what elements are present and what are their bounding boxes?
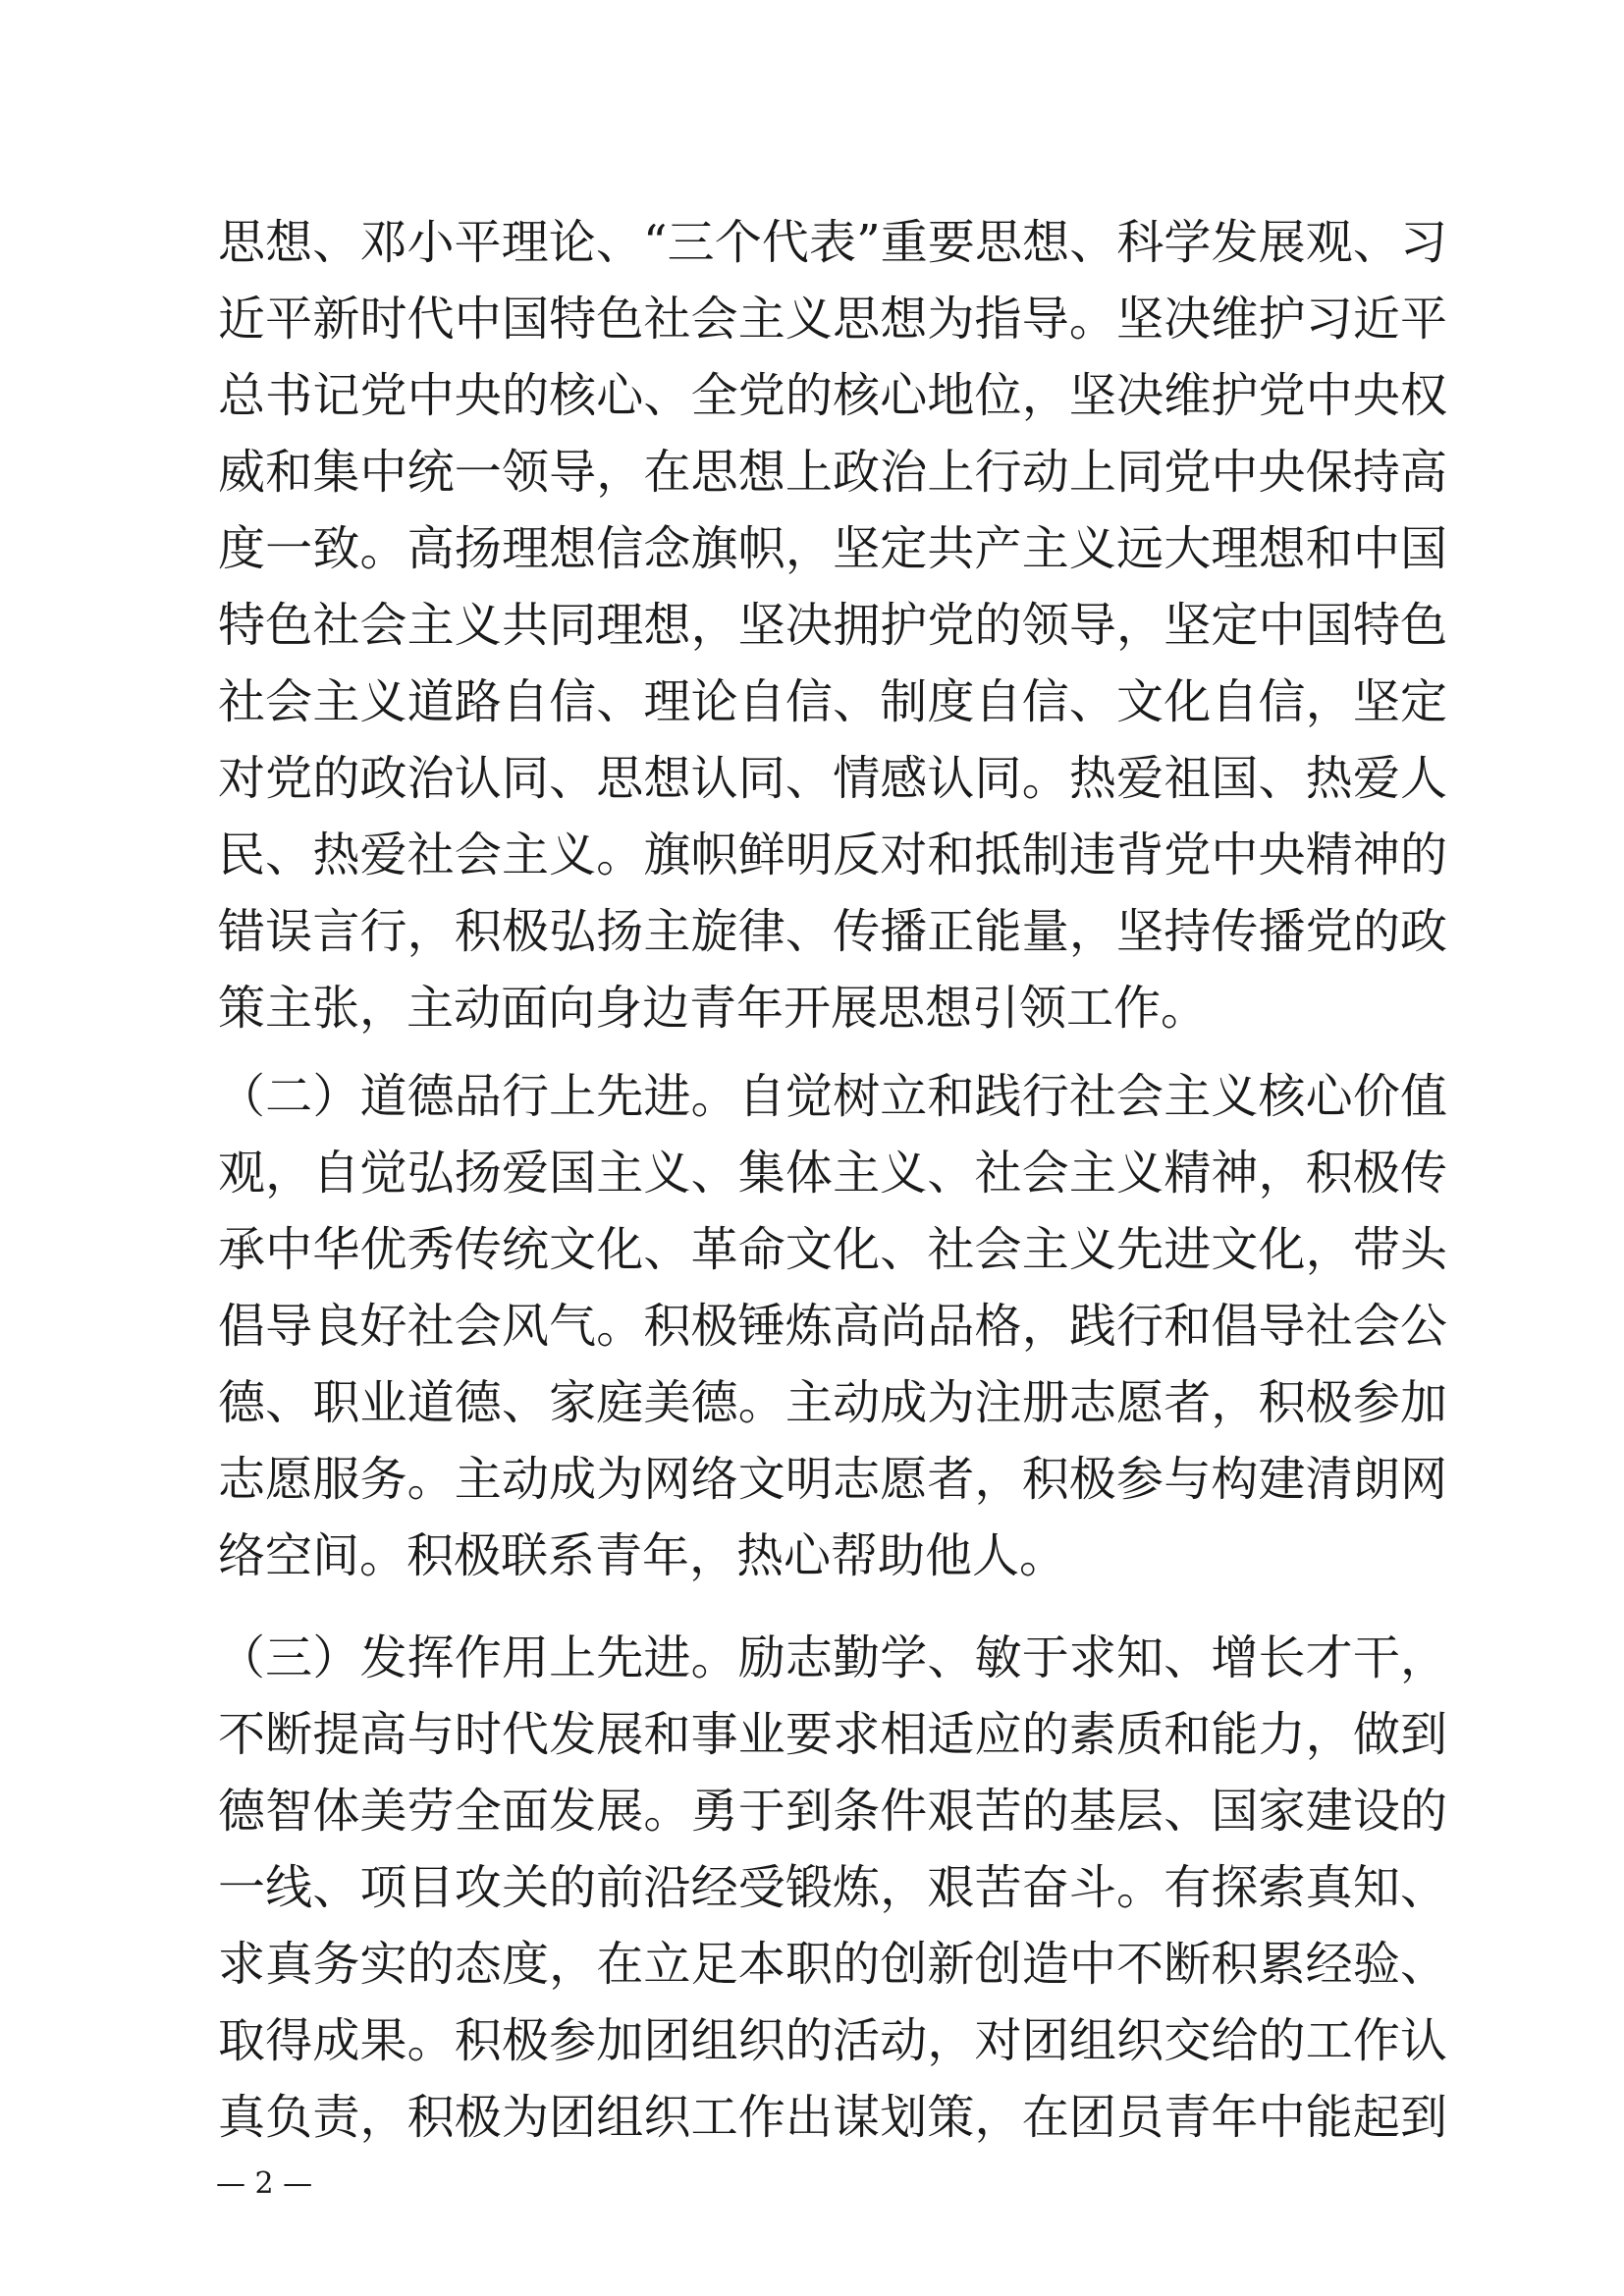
paragraph-2 — [218, 1058, 1447, 1594]
text-line: 真负责，积极为团组织工作出谋划策，在团员青年中能起到 — [218, 2090, 1447, 2145]
text-line: 民、热爱社会主义。旗帜鲜明反对和抵制违背党中央精神的 — [218, 828, 1447, 882]
paragraph-3 — [218, 1620, 1447, 2156]
text-line: 德、职业道德、家庭美德。主动成为注册志愿者，积极参加 — [218, 1375, 1447, 1430]
text-line: 取得成果。积极参加团组织的活动，对团组织交给的工作认 — [218, 2013, 1447, 2068]
text-line: 求真务实的态度，在立足本职的创新创造中不断积累经验、 — [218, 1937, 1447, 1992]
text-line: 错误言行，积极弘扬主旋律、传播正能量，坚持传播党的政 — [218, 904, 1447, 959]
text-line: 威和集中统一领导，在思想上政治上行动上同党中央保持高 — [218, 445, 1447, 500]
text-line: 不断提高与时代发展和事业要求相适应的素质和能力，做到 — [218, 1707, 1447, 1762]
text-line: 志愿服务。主动成为网络文明志愿者，积极参与构建清朗网 — [218, 1452, 1447, 1507]
text-line: 策主张，主动面向身边青年开展思想引领工作。 — [218, 981, 1209, 1036]
text-line: 近平新时代中国特色社会主义思想为指导。坚决维护习近平 — [218, 292, 1447, 347]
text-line: 德智体美劳全面发展。勇于到条件艰苦的基层、国家建设的 — [218, 1784, 1447, 1839]
text-line: 度一致。高扬理想信念旗帜，坚定共产主义远大理想和中国 — [218, 521, 1447, 576]
text-line: 观，自觉弘扬爱国主义、集体主义、社会主义精神，积极传 — [218, 1146, 1447, 1201]
text-line: 倡导良好社会风气。积极锤炼高尚品格，践行和倡导社会公 — [218, 1299, 1447, 1354]
text-line: 络空间。积极联系青年，热心帮助他人。 — [218, 1528, 1067, 1583]
text-line: 特色社会主义共同理想，坚决拥护党的领导，坚定中国特色 — [218, 598, 1447, 653]
text-line: （三）发挥作用上先进。励志勤学、敏于求知、增长才干， — [218, 1630, 1447, 1685]
page-number: — 2 — — [216, 2166, 313, 2201]
text-line: （二）道德品行上先进。自觉树立和践行社会主义核心价值 — [218, 1069, 1447, 1124]
text-line: 总书记党中央的核心、全党的核心地位，坚决维护党中央权 — [218, 368, 1447, 423]
paragraph-1 — [218, 204, 1447, 1046]
text-line: 社会主义道路自信、理论自信、制度自信、文化自信，坚定 — [218, 674, 1447, 729]
text-line: 一线、项目攻关的前沿经受锻炼，艰苦奋斗。有探索真知、 — [218, 1860, 1447, 1915]
text-line: 思想、邓小平理论、“三个代表”重要思想、科学发展观、习 — [218, 215, 1447, 270]
text-line: 承中华优秀传统文化、革命文化、社会主义先进文化，带头 — [218, 1222, 1447, 1277]
text-line: 对党的政治认同、思想认同、情感认同。热爱祖国、热爱人 — [218, 751, 1447, 806]
